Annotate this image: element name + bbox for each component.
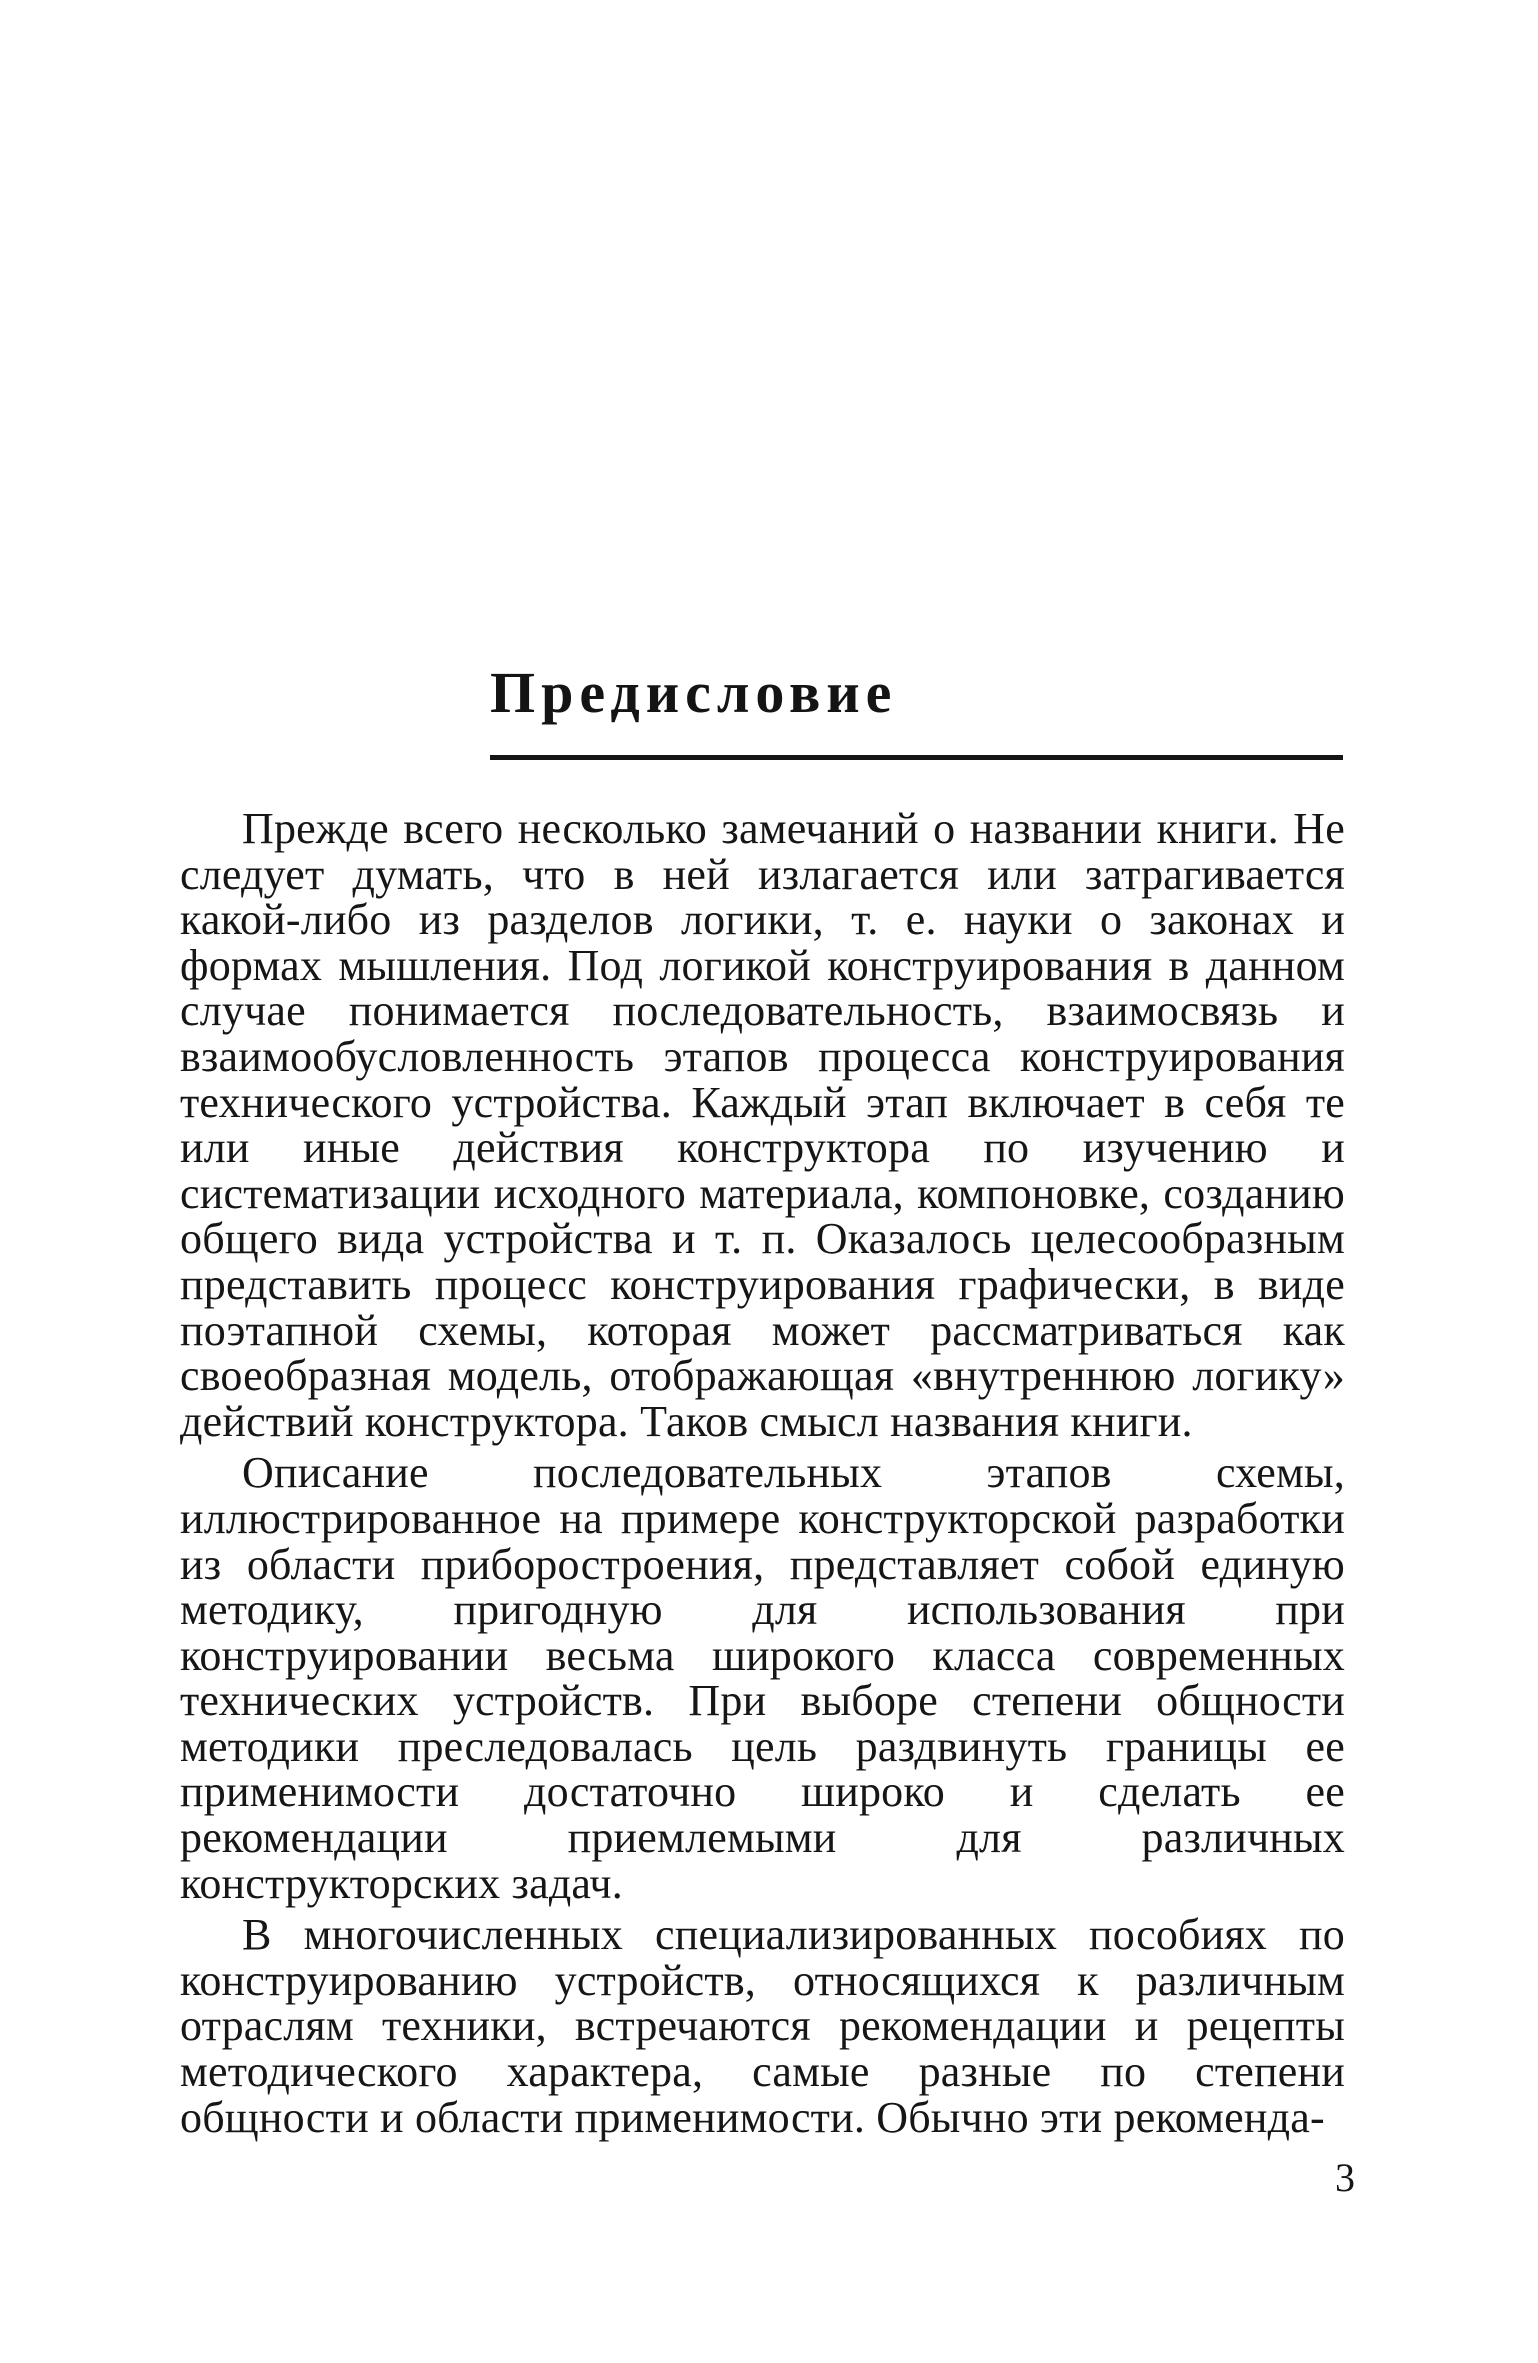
preface-text	[180, 806, 1345, 2146]
page-number: 3	[1335, 2155, 1355, 2200]
paragraph-2: Описание последовательных этапов схемы, иллюстрированное на примере конструкторской разработки из области приборостроения, представляет собой единую методику, пригодную для использования при конструировании весьма широкого класса современных технических устройств. При выборе степени общности методики преследовалась цель раздвинуть границы ее применимости достаточно широко и сделать ее рекомендации приемлемыми для различных конструкторских задач.	[180, 1448, 1345, 1908]
page-title: Предисловие	[490, 660, 898, 725]
paragraph-1: Прежде всего несколько замечаний о названии книги. Не следует думать, что в ней излагается или затрагивается какой-либо из разделов логики, т. е. науки о законах и формах мышления. Под логикой конструирования в данном случае понимается последовательность, взаимосвязь и взаимообусловленность этапов процесса конструирования технического устройства. Каждый этап включает в себя те или иные действия конструктора по изучению и систематизации исходного материала, компоновке, созданию общего вида устройства и т. п. Оказалось целесообразным представить процесс конструирования графически, в виде поэтапной схемы, которая может рассматриваться как своеобразная модель, отображающая «внутреннюю логику» действий конструктора. Таков смысл названия книги.	[180, 804, 1345, 1446]
title-underline-rule	[490, 755, 1343, 760]
paragraph-3: В многочисленных специализированных пособиях по конструированию устройств, относящихся к различным отраслям техники, встречаются рекомендации и рецепты методического характера, самые разные по степени общности и области применимости. Обычно эти рекоменда-	[180, 1910, 1345, 2142]
